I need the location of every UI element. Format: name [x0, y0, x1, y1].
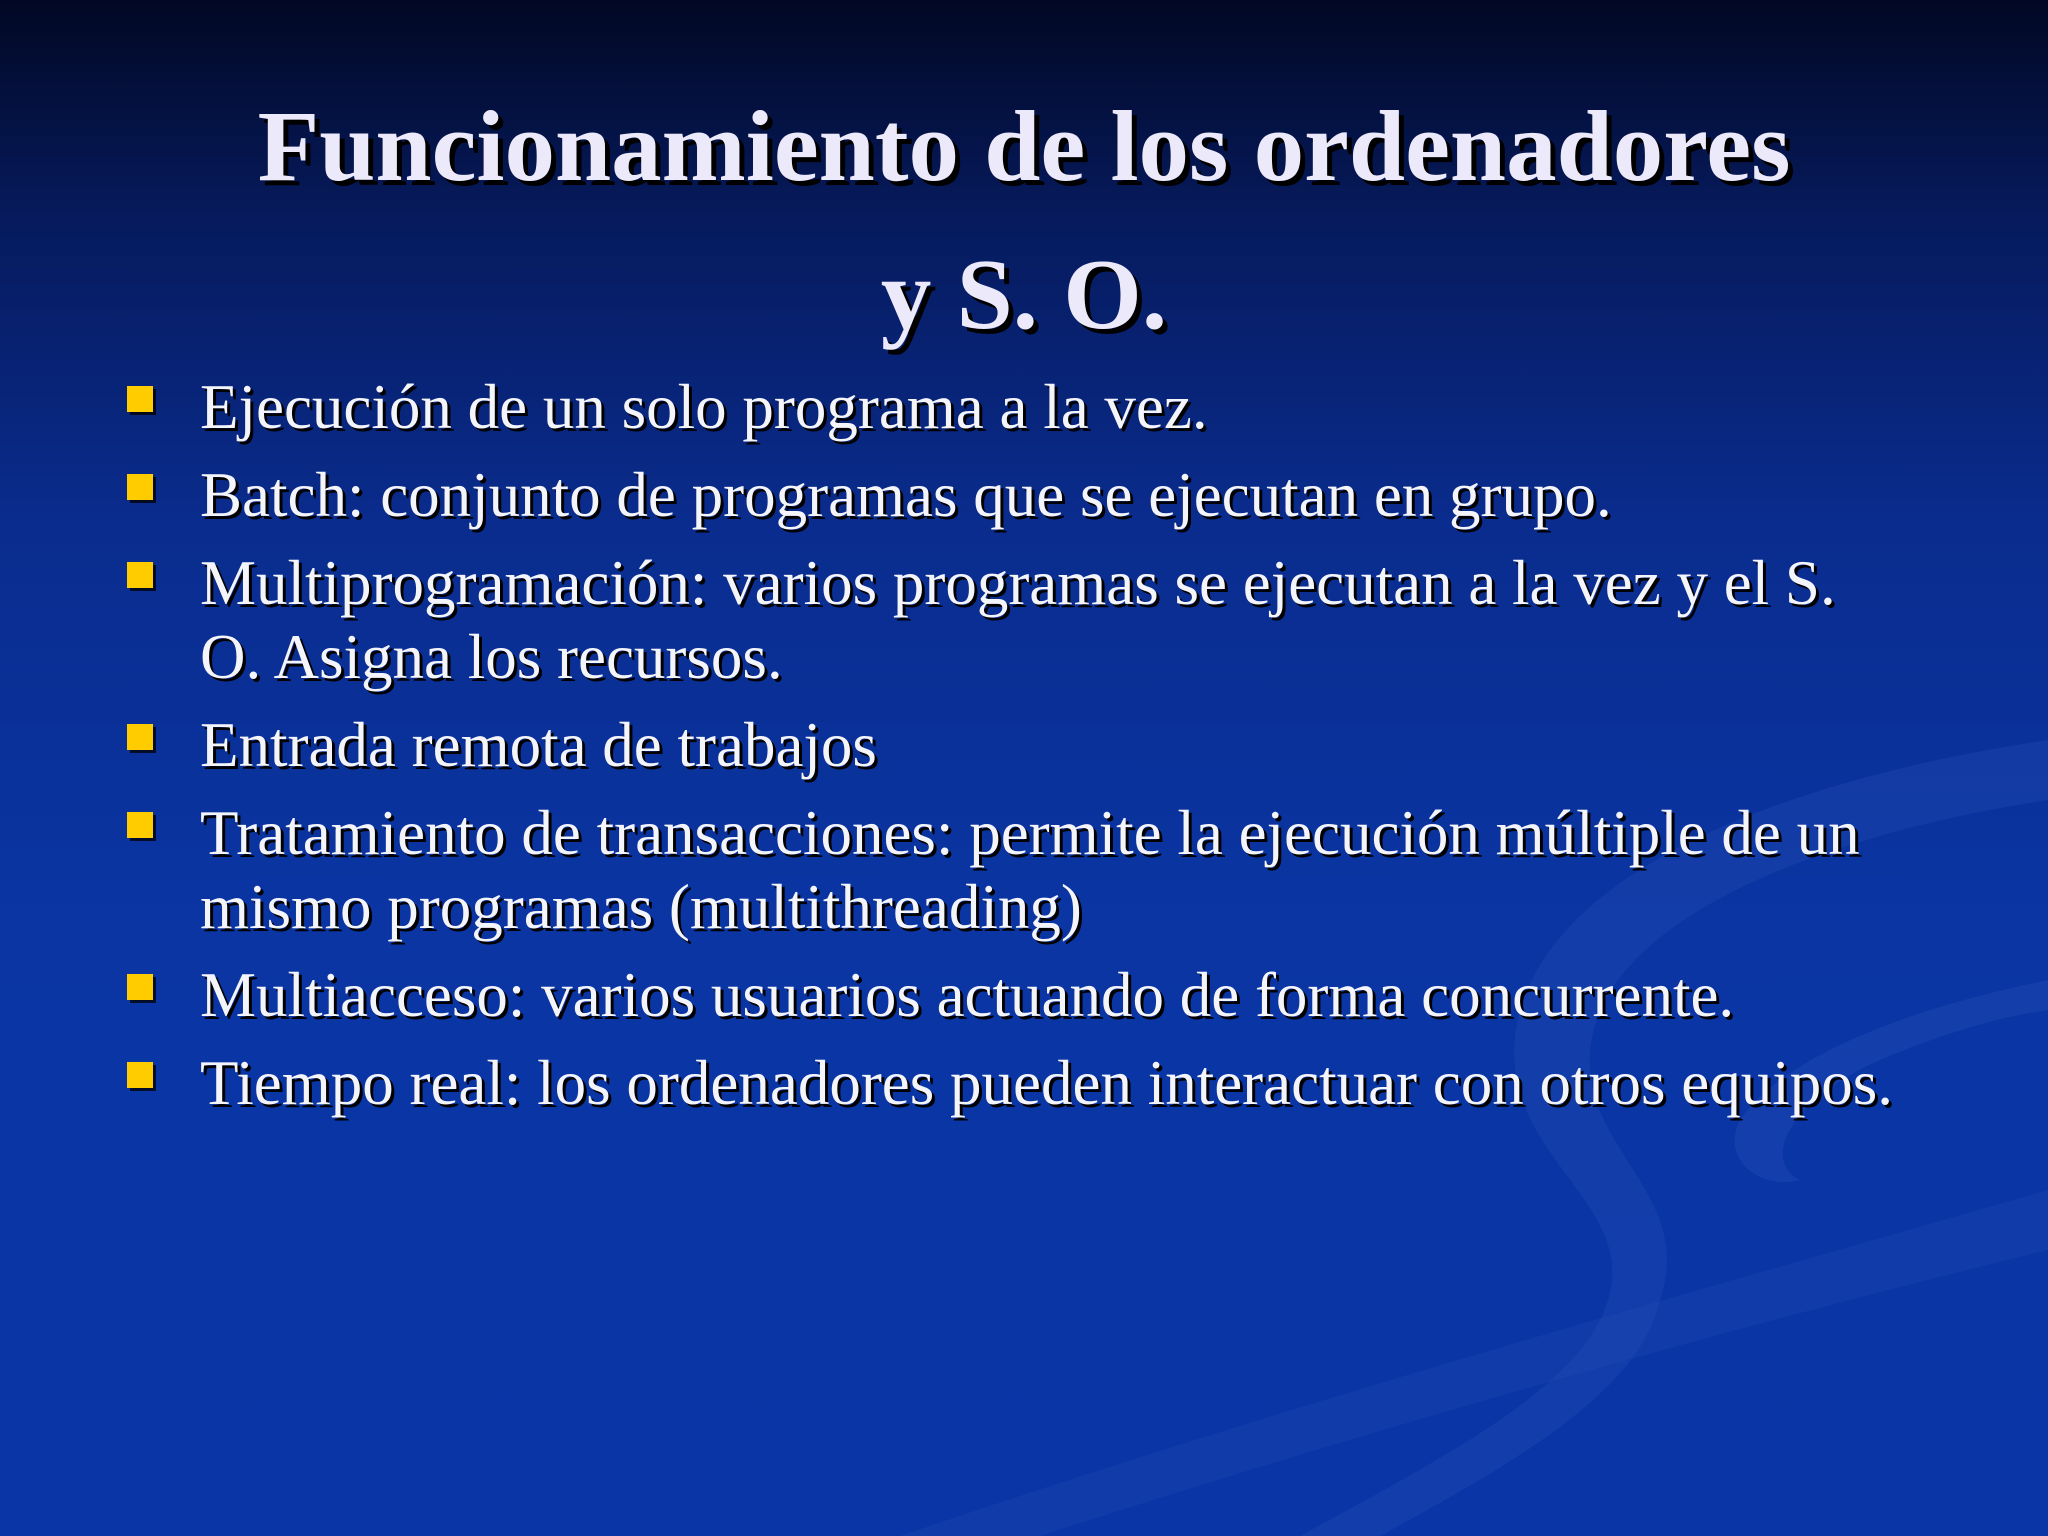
- square-bullet-icon: [127, 562, 153, 588]
- square-bullet-icon: [127, 974, 153, 1000]
- bullet-item-multiprogramming: [124, 546, 1904, 694]
- bullet-text: Entrada remota de trabajos: [200, 710, 877, 780]
- square-bullet-icon: [127, 386, 153, 412]
- bullet-text: Tratamiento de transacciones: permite la ejecución múltiple de un mismo programas (multithreading): [200, 798, 1860, 942]
- bullet-item-remote-job-entry: [124, 708, 1904, 782]
- bullet-item-single-program: [124, 370, 1904, 444]
- square-bullet-icon: [127, 1062, 153, 1088]
- bullet-item-transactions: [124, 796, 1904, 944]
- bullet-item-batch: [124, 458, 1904, 532]
- slide-title: [0, 72, 2048, 368]
- square-bullet-icon: [127, 474, 153, 500]
- square-bullet-icon: [127, 812, 153, 838]
- bullet-text: Tiempo real: los ordenadores pueden interactuar con otros equipos.: [200, 1048, 1893, 1118]
- bullet-list: [124, 370, 1904, 1134]
- bullet-item-real-time: [124, 1046, 1904, 1120]
- bullet-text: Multiacceso: varios usuarios actuando de forma concurrente.: [200, 960, 1735, 1030]
- bullet-text: Ejecución de un solo programa a la vez.: [200, 372, 1208, 442]
- bullet-text: Batch: conjunto de programas que se ejecutan en grupo.: [200, 460, 1612, 530]
- slide-title-line-1: Funcionamiento de los ordenadores: [257, 90, 1791, 202]
- bullet-text: Multiprogramación: varios programas se ejecutan a la vez y el S. O. Asigna los recursos.: [200, 548, 1836, 692]
- slide-title-line-2: y S. O.: [880, 238, 1168, 350]
- bullet-item-multiaccess: [124, 958, 1904, 1032]
- square-bullet-icon: [127, 724, 153, 750]
